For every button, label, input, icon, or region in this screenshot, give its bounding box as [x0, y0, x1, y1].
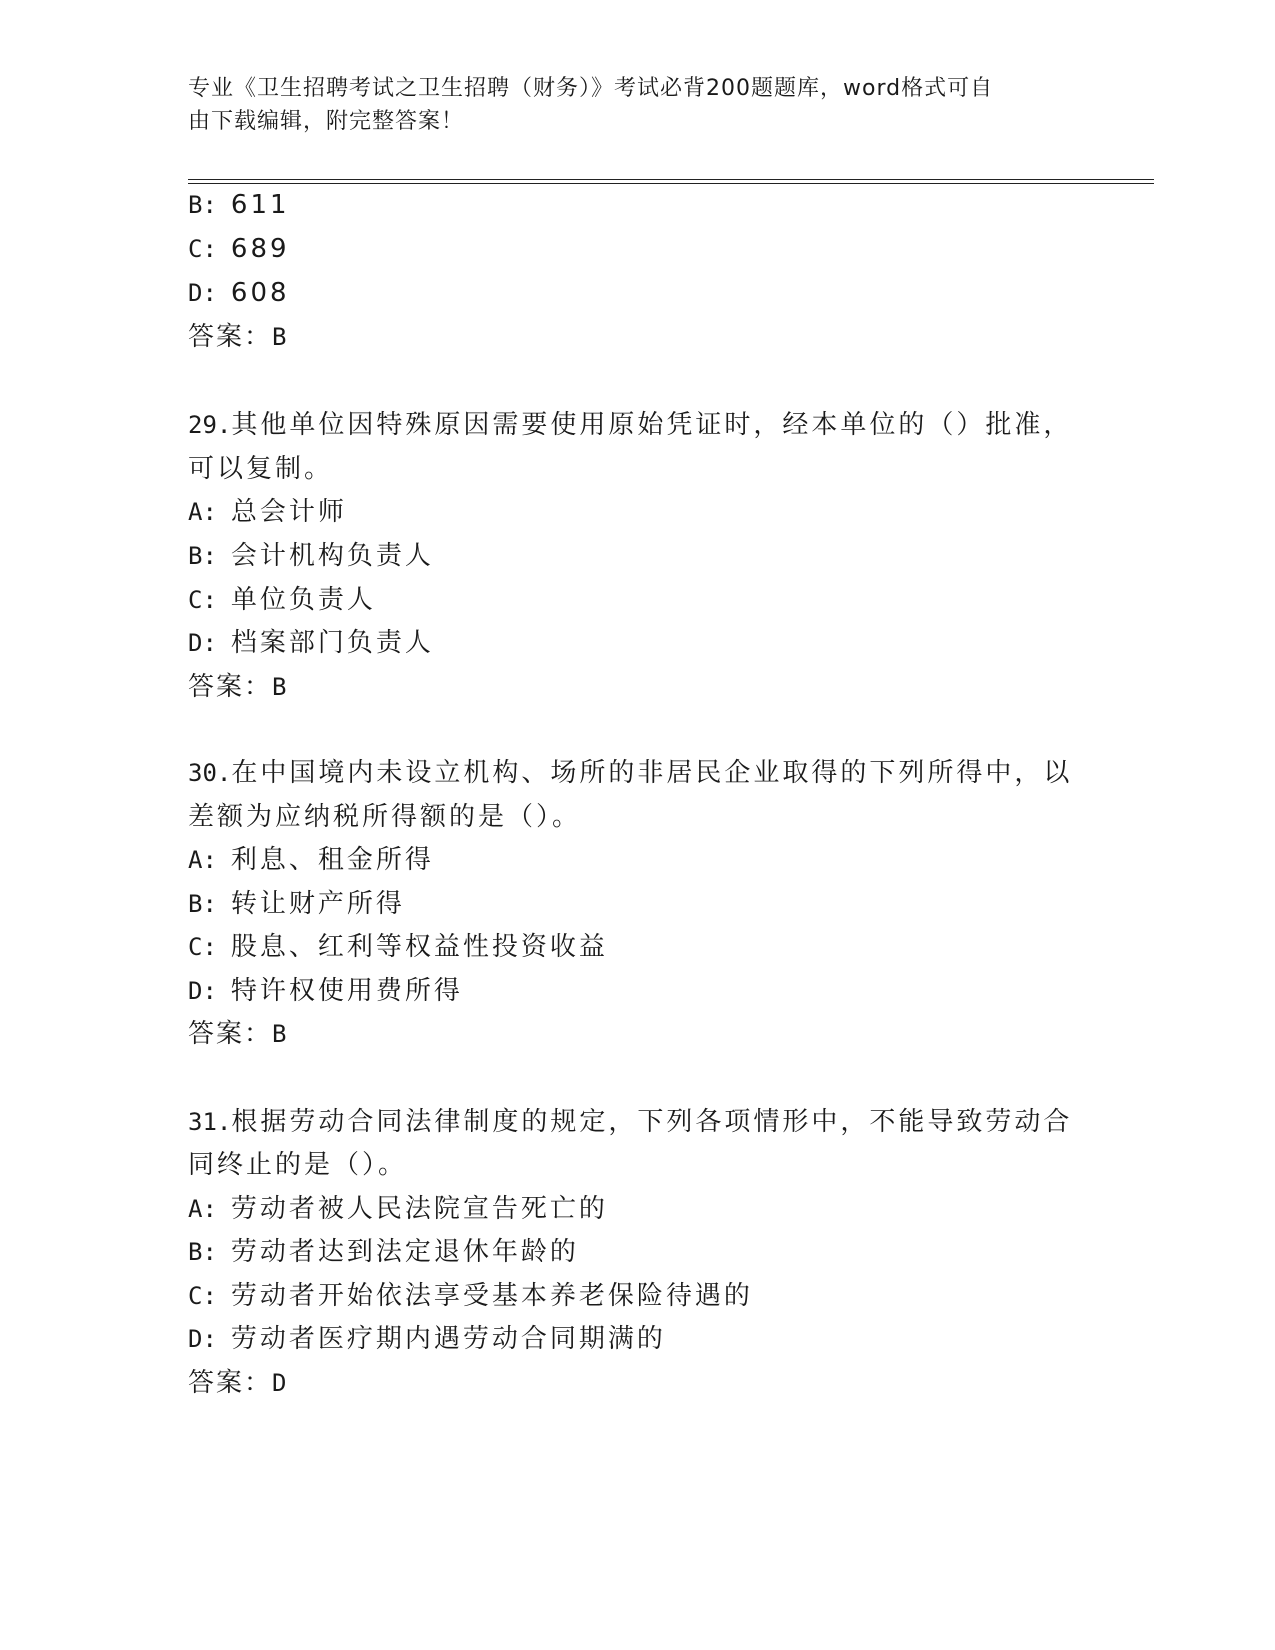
document-header: [188, 72, 1068, 138]
option-text: 劳动者开始依法享受基本养老保险待遇的: [230, 1281, 753, 1311]
option-letter: C:: [188, 586, 217, 614]
option-text: 单位负责人: [230, 585, 376, 615]
option-text: 特许权使用费所得: [230, 976, 463, 1006]
answer-line: [188, 1368, 286, 1398]
question-text: 在中国境内未设立机构、场所的非居民企业取得的下列所得中，以: [231, 758, 1073, 788]
answer-line: [188, 1019, 286, 1049]
option-letter: C:: [188, 235, 217, 263]
option-letter: D:: [188, 977, 217, 1005]
option-letter: A:: [188, 1195, 217, 1223]
question-text: 根据劳动合同法律制度的规定，下列各项情形中，不能导致劳动合: [231, 1107, 1073, 1137]
question-number: 31.: [188, 1108, 232, 1136]
option-text: 劳动者达到法定退休年龄的: [230, 1237, 579, 1267]
question-stem-31-cont: 同终止的是（）。: [188, 1150, 408, 1180]
option-letter: C:: [188, 1282, 217, 1310]
option-c: [188, 585, 376, 615]
option-letter: B:: [188, 542, 217, 570]
question-number: 30.: [188, 759, 232, 787]
option-b: [188, 889, 405, 919]
option-text: 689: [230, 234, 290, 264]
answer-line: [188, 672, 286, 702]
answer-label: 答案：: [188, 322, 273, 352]
answer-line: [188, 322, 286, 352]
option-letter: D:: [188, 279, 217, 307]
header-rule-bottom: [188, 183, 1154, 184]
option-text: 利息、租金所得: [230, 845, 434, 875]
option-letter: B:: [188, 890, 217, 918]
answer-label: 答案：: [188, 1019, 273, 1049]
option-letter: B:: [188, 191, 217, 219]
option-letter: A:: [188, 846, 217, 874]
answer-value: B: [272, 673, 287, 701]
option-text: 会计机构负责人: [230, 541, 434, 571]
option-letter: D:: [188, 1325, 217, 1353]
option-d: [188, 628, 434, 658]
question-number: 29.: [188, 411, 232, 439]
option-d: [188, 278, 290, 308]
option-text: 总会计师: [230, 497, 347, 527]
option-letter: A:: [188, 498, 217, 526]
option-text: 股息、红利等权益性投资收益: [230, 932, 608, 962]
option-b: [188, 190, 290, 220]
question-text: 其他单位因特殊原因需要使用原始凭证时，经本单位的（）批准，: [231, 410, 1073, 440]
option-letter: C:: [188, 933, 217, 961]
option-text: 档案部门负责人: [230, 628, 434, 658]
header-rule-top: [188, 179, 1154, 180]
answer-value: B: [272, 323, 287, 351]
option-a: [188, 1194, 608, 1224]
option-b: [188, 1237, 579, 1267]
option-a: [188, 845, 434, 875]
option-a: [188, 497, 347, 527]
question-stem-29: [188, 410, 1072, 440]
option-text: 转让财产所得: [230, 889, 405, 919]
answer-label: 答案：: [188, 1368, 273, 1398]
option-letter: B:: [188, 1238, 217, 1266]
question-stem-30: [188, 758, 1072, 788]
header-line-1: 专业《卫生招聘考试之卫生招聘（财务）》考试必背200题题库，word格式可自: [188, 76, 994, 101]
option-d: [188, 1324, 666, 1354]
answer-value: D: [272, 1369, 287, 1397]
option-text: 608: [230, 278, 290, 308]
option-b: [188, 541, 434, 571]
option-c: [188, 234, 290, 264]
option-text: 劳动者医疗期内遇劳动合同期满的: [230, 1324, 666, 1354]
option-c: [188, 932, 608, 962]
option-text: 劳动者被人民法院宣告死亡的: [230, 1194, 608, 1224]
option-d: [188, 976, 463, 1006]
answer-label: 答案：: [188, 672, 273, 702]
option-letter: D:: [188, 629, 217, 657]
answer-value: B: [272, 1020, 287, 1048]
question-stem-31: [188, 1107, 1072, 1137]
option-text: 611: [230, 190, 290, 220]
question-stem-29-cont: 可以复制。: [188, 454, 334, 484]
question-stem-30-cont: 差额为应纳税所得额的是（）。: [188, 802, 582, 832]
header-line-2: 由下载编辑，附完整答案！: [188, 109, 465, 134]
option-c: [188, 1281, 753, 1311]
